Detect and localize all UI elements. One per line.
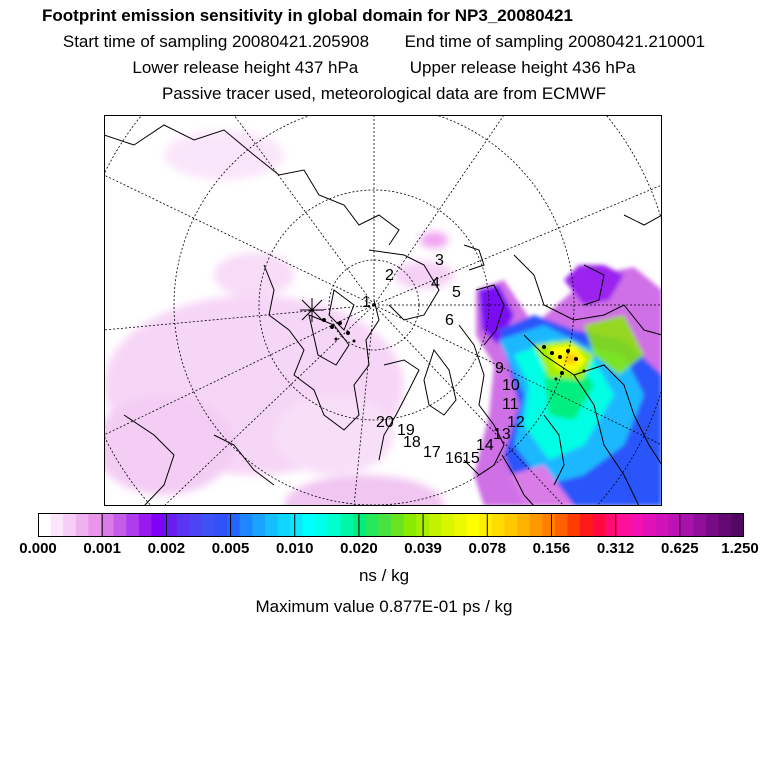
color-scale-cell (240, 513, 253, 537)
color-scale-cell (88, 513, 101, 537)
footprint-map (104, 115, 662, 506)
trajectory-label: 20 (376, 414, 394, 431)
color-scale-cell (530, 513, 543, 537)
color-scale-cell (303, 513, 316, 537)
color-scale-cell (656, 513, 669, 537)
color-scale-cell (126, 513, 139, 537)
color-scale-tick-label: 0.010 (275, 540, 314, 557)
color-scale-cell (391, 513, 404, 537)
color-scale-bar (38, 513, 744, 537)
color-scale-cell (467, 513, 480, 537)
color-scale-tick-label: 0.001 (83, 540, 121, 557)
color-scale-cell (404, 513, 417, 537)
color-scale-cell (618, 513, 631, 537)
color-scale-cell (177, 513, 190, 537)
color-scale-cell (227, 513, 240, 537)
trajectory-label: 18 (403, 434, 421, 451)
color-scale-cell (694, 513, 707, 537)
upper-release-height: Upper release height 436 hPa (409, 58, 636, 77)
color-scale-cell (328, 513, 341, 537)
color-scale-cell (341, 513, 354, 537)
color-scale-cell (593, 513, 606, 537)
trajectory-label: 9 (495, 360, 504, 377)
tracer-note: Passive tracer used, meteorological data are from ECMWF (161, 84, 607, 103)
color-scale-cell (504, 513, 517, 537)
trajectory-label: 3 (435, 252, 444, 269)
color-scale-cell (353, 513, 366, 537)
color-scale-cell (492, 513, 505, 537)
color-scale-cell (290, 513, 303, 537)
trajectory-label: 11 (502, 396, 519, 413)
trajectory-label: 4 (431, 275, 440, 292)
color-scale-cell (555, 513, 568, 537)
color-scale-cell (605, 513, 618, 537)
start-sampling-time: Start time of sampling 20080421.205908 (62, 32, 370, 51)
color-scale-cell (681, 513, 694, 537)
trajectory-label: 13 (493, 426, 511, 443)
maximum-value: Maximum value 0.877E-01 ps / kg (255, 597, 513, 616)
color-scale-cell (315, 513, 328, 537)
color-scale-cell (51, 513, 64, 537)
color-scale-cell (114, 513, 127, 537)
color-scale-cell (542, 513, 555, 537)
color-scale-cell (643, 513, 656, 537)
trajectory-label: 17 (423, 444, 441, 461)
color-scale-tick-label: 0.005 (211, 540, 250, 557)
color-scale-cell (517, 513, 530, 537)
color-scale-cell (252, 513, 265, 537)
trajectory-label: 12 (507, 414, 525, 431)
color-scale-cell (631, 513, 644, 537)
color-scale-tick-label: 0.002 (147, 540, 186, 557)
receptor-marker (300, 298, 324, 322)
color-scale-cell (429, 513, 442, 537)
color-scale-cell (151, 513, 164, 537)
color-scale-cell (215, 513, 228, 537)
color-scale-cell (63, 513, 76, 537)
color-scale-tick-label: 0.020 (340, 540, 378, 557)
trajectory-label: 15 (462, 450, 480, 467)
color-scale-cell (202, 513, 215, 537)
color-scale-cell (76, 513, 89, 537)
color-scale-cell (139, 513, 152, 537)
color-scale-cell (731, 513, 744, 537)
plot-title: Footprint emission sensitivity in global domain for NP3_20080421 (42, 6, 573, 25)
color-scale-tick-label: 0.078 (468, 540, 507, 557)
sampling-times (0, 32, 768, 52)
color-scale-cell (580, 513, 593, 537)
color-scale-cell (278, 513, 291, 537)
color-scale-unit: ns / kg (358, 566, 410, 585)
color-scale-tick-label: 0.312 (596, 540, 635, 557)
color-scale-tick-label: 0.039 (404, 540, 442, 557)
trajectory-label: 1 (362, 294, 371, 311)
trajectory-label: 16 (445, 450, 463, 467)
trajectory-label: 19 (397, 422, 415, 439)
color-scale-ticks (0, 540, 768, 560)
trajectory-label: 10 (502, 377, 520, 394)
color-scale-cell (454, 513, 467, 537)
trajectory-label: 2 (385, 267, 394, 284)
end-sampling-time: End time of sampling 20080421.210001 (404, 32, 706, 51)
color-scale-cell (378, 513, 391, 537)
lower-release-height: Lower release height 437 hPa (132, 58, 359, 77)
color-scale-cell (265, 513, 278, 537)
color-scale-tick-label: 0.625 (661, 540, 699, 557)
color-scale-cell (366, 513, 379, 537)
color-scale-cell (719, 513, 732, 537)
color-scale-cell (479, 513, 492, 537)
release-heights (0, 58, 768, 78)
color-scale-cell (189, 513, 202, 537)
color-scale-cell (38, 513, 51, 537)
color-scale-cell (706, 513, 719, 537)
trajectory-label: 6 (445, 312, 454, 329)
color-scale-cell (101, 513, 114, 537)
trajectory-label: 5 (452, 284, 461, 301)
color-scale-tick-label: 0.000 (19, 540, 57, 557)
color-scale-cell (441, 513, 454, 537)
color-scale-tick-label: 1.250 (721, 540, 759, 557)
color-scale-cell (568, 513, 581, 537)
trajectory-label: 14 (476, 437, 494, 454)
color-scale-tick-label: 0.156 (532, 540, 571, 557)
